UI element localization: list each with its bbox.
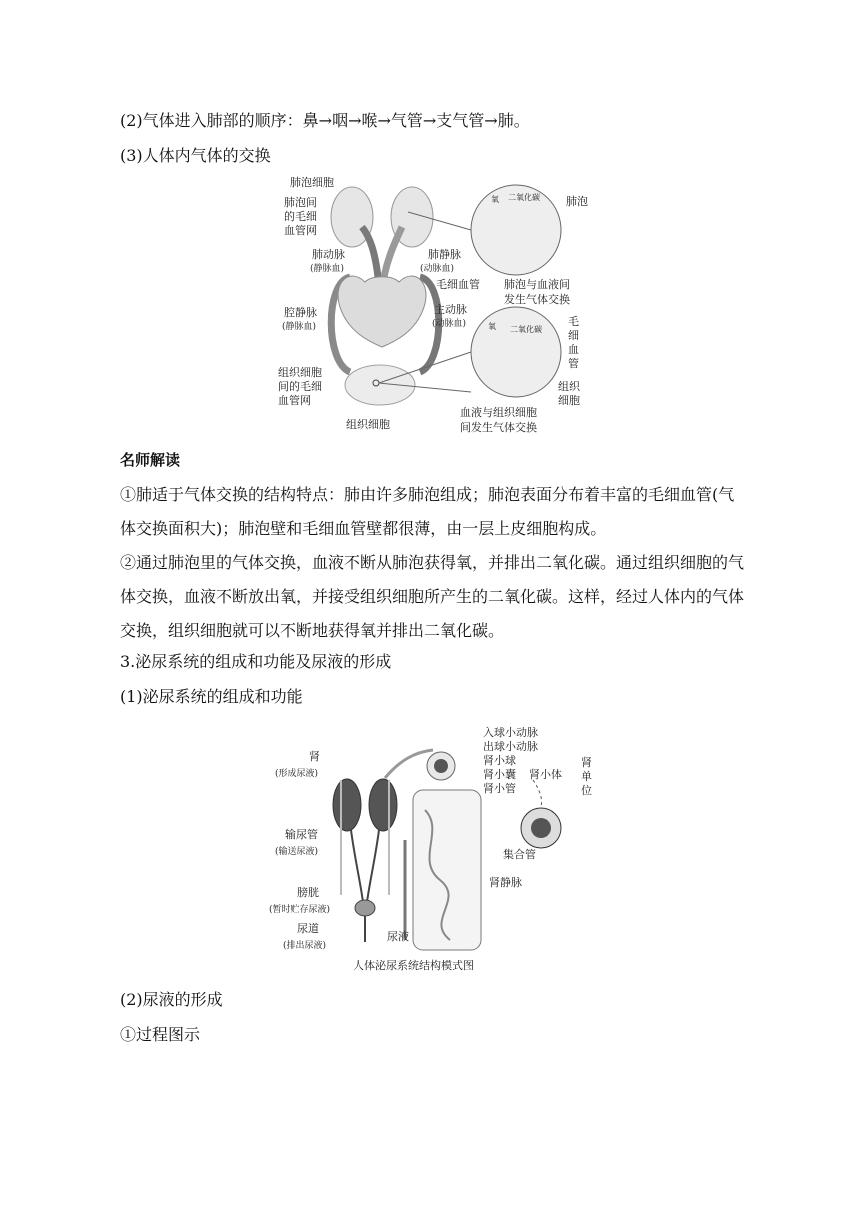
label-tissue-cap-1: 组织细胞 [278,366,322,379]
label-pulm-vein-sub: (动脉血) [420,264,455,274]
label-kidney-sub: (形成尿液) [275,769,319,779]
heart [338,276,426,347]
urinary-subtitle: (1)泌尿系统的组成和功能 [120,687,303,706]
label-urethra: 尿道 [297,922,319,935]
label-urine: 尿液 [387,930,409,943]
label-lung-cap-3: 血管网 [284,224,317,237]
label-cap-v4: 管 [568,357,579,370]
label-collecting: 集合管 [503,848,536,861]
bladder [355,900,375,916]
label-tissue-exchange-2: 间发生气体交换 [460,421,537,434]
label-pulm-artery: 肺动脉 [312,248,345,261]
urinary-system-figure [265,720,600,978]
label-tissue-cell: 组织细胞 [346,418,390,431]
label-lung-exchange-1: 肺泡与血液间 [504,278,570,291]
label-afferent: 入球小动脉 [483,726,538,739]
right-kidney [369,779,397,831]
label-tissue-cell-v2: 细胞 [558,394,580,407]
label-capsule: 肾小囊 [483,768,516,781]
breathing-sequence-line: (2)气体进入肺部的顺序：鼻→咽→喉→气管→支气管→肺。 [120,111,530,130]
label-tissue-cap-2: 间的毛细 [278,380,322,393]
label-glomerulus: 肾小球 [483,754,516,767]
label-urethra-sub: (排出尿液) [283,941,327,951]
alveolus-o2-label: 氧 [491,195,499,204]
label-corpuscle: 肾小体 [529,768,562,781]
label-kidney: 肾 [309,750,320,763]
label-cap-v1: 毛 [568,315,579,328]
label-vena-cava-sub: (静脉血) [282,322,317,332]
label-ureter: 输尿管 [285,828,318,841]
label-aorta-sub: (动脉血) [432,319,467,329]
label-tissue-exchange-1: 血液与组织细胞 [460,406,537,419]
section-heading: 名师解读 [120,451,181,469]
label-cap-v3: 血 [568,343,579,356]
gas-exchange-title: (3)人体内气体的交换 [120,146,271,165]
tissue-o2-label: 氧 [488,322,496,331]
label-lung-exchange-2: 发生气体交换 [504,293,570,306]
label-nephron-2: 单 [581,770,592,783]
label-lung-cap-1: 肺泡间 [284,196,317,209]
paragraph-1: ①肺适于气体交换的结构特点：肺由许多肺泡组成；肺泡表面分布着丰富的毛细血管(气体交换面积大)；肺泡壁和毛细血管壁都很薄，由一层上皮细胞构成。 [120,485,735,538]
process-diagram-title: ①过程图示 [120,1025,201,1044]
label-pulm-vein: 肺静脉 [428,248,461,261]
label-nephron-3: 位 [581,784,592,797]
label-vena-cava: 腔静脉 [284,306,317,319]
left-kidney [333,779,361,831]
label-renal-vein: 肾静脉 [489,876,522,889]
gas-exchange-figure [270,172,600,440]
label-tissue-cell-v1: 组织 [558,380,580,393]
label-alveolar-cell: 肺泡细胞 [290,176,334,189]
label-ureter-sub: (输送尿液) [275,847,319,857]
urinary-title: 3.泌尿系统的组成和功能及尿液的形成 [120,652,392,671]
urine-formation-title: (2)尿液的形成 [120,990,223,1009]
label-bladder-sub: (暂时贮存尿液) [269,905,331,915]
tissue-co2-label: 二氧化碳 [510,325,542,334]
label-pulm-artery-sub: (静脉血) [310,264,345,274]
tissue-magnified [471,307,561,397]
label-capillary: 毛细血管 [436,278,480,291]
nephron-network [413,790,481,950]
label-alveolus: 肺泡 [566,195,588,208]
label-nephron-1: 肾 [581,756,592,769]
label-tissue-cap-3: 血管网 [278,394,311,407]
label-efferent: 出球小动脉 [483,740,538,753]
alveolus-co2-label: 二氧化碳 [508,193,540,202]
label-lung-cap-2: 的毛细 [284,210,317,223]
label-tubule: 肾小管 [483,782,516,795]
label-cap-v2: 细 [568,329,579,342]
figure-caption: 人体泌尿系统结构模式图 [353,959,474,972]
label-aorta: 主动脉 [434,303,467,316]
paragraph-2: ②通过肺泡里的气体交换，血液不断从肺泡获得氧，并排出二氧化碳。通过组织细胞的气体交换，血液不断放出氧，并接受组织细胞所产生的二氧化碳。这样，经过人体内的气体交换，组织细胞就可以不断地获得氧并排出二氧化碳。 [120,553,745,640]
label-bladder: 膀胱 [297,886,319,899]
